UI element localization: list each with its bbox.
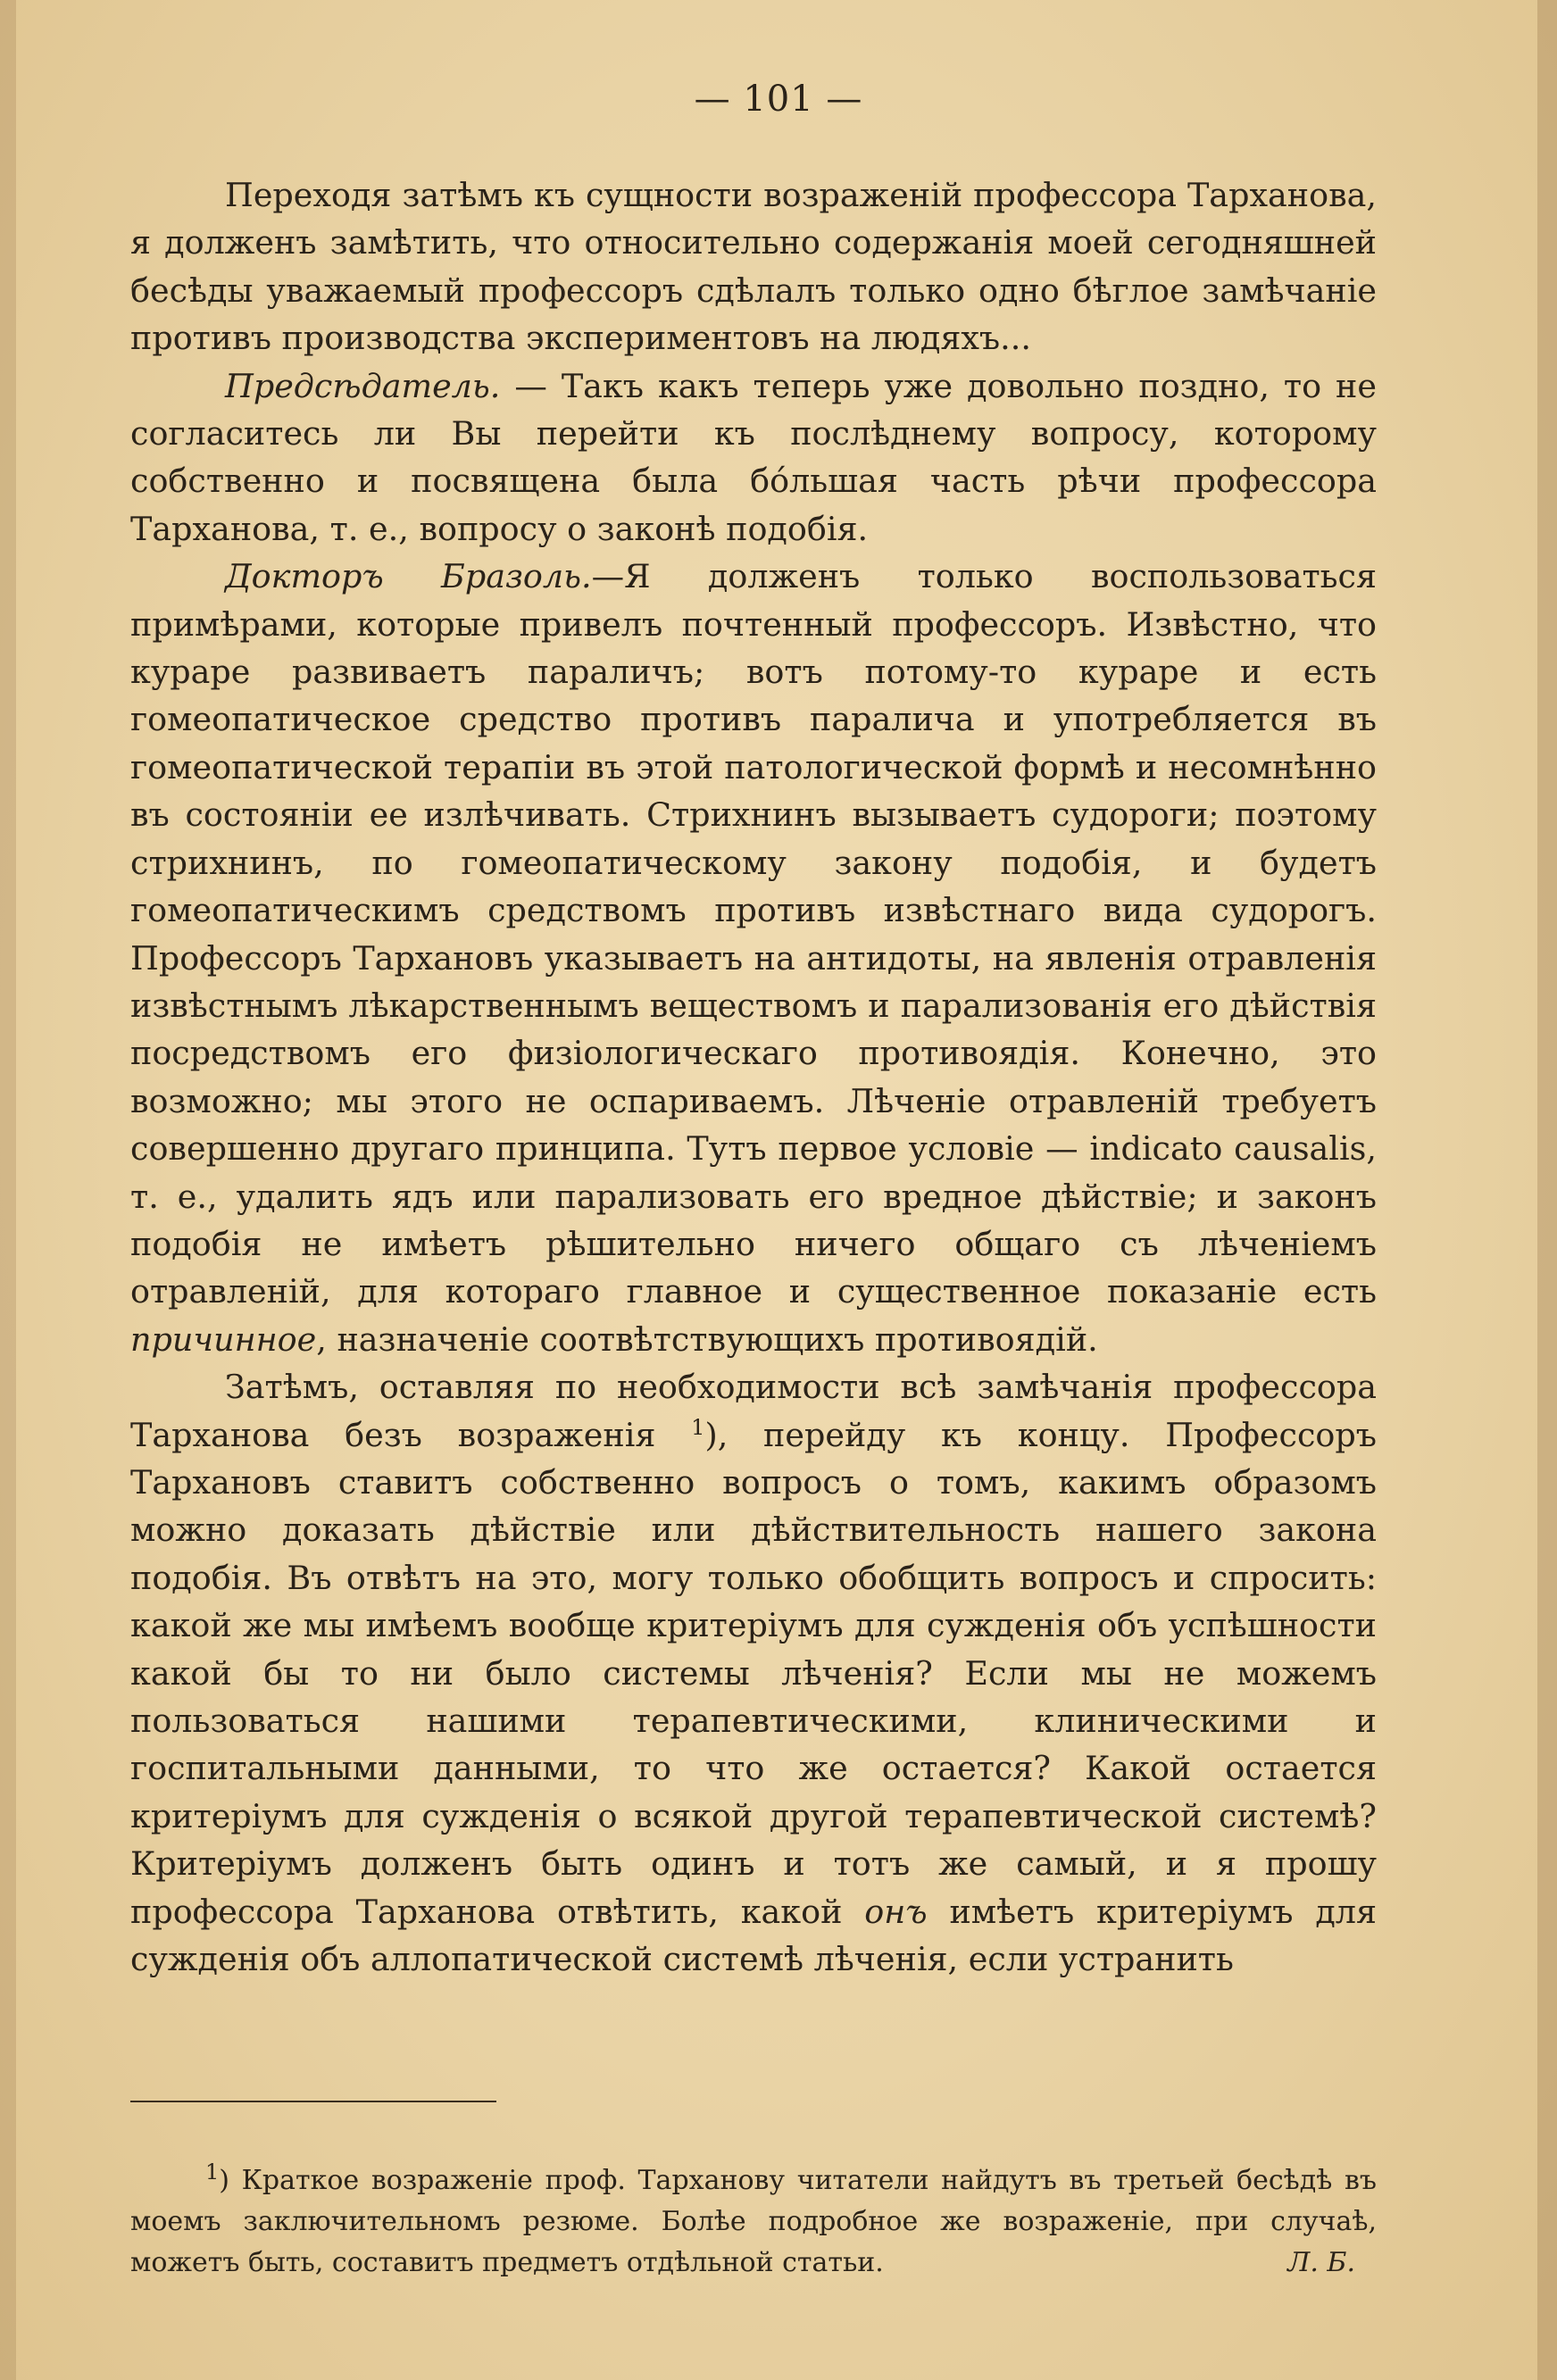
paragraph-1-text: Переходя затѣмъ къ сущности возраженій профессора Тарханова, я долженъ замѣтить, что относительно содержанія моей сегодняшней бесѣды уважаемый профессоръ сдѣлалъ только одно бѣглое замѣчаніе противъ производства экспериментовъ на людяхъ... (130, 176, 1377, 358)
footnote-mark: 1 (205, 2159, 220, 2184)
page-number: — 101 — (694, 79, 863, 120)
paragraph-4 (130, 1363, 1377, 1983)
footnote-divider (130, 2101, 496, 2102)
footnote (130, 2160, 1377, 2284)
paragraph-3-text-a: —Я долженъ только воспользоваться примѣрами, которые привелъ почтенный профессоръ. Извѣстно, что кураре развиваетъ параличъ; вотъ потому-то кураре и есть гомеопатическое средство противъ паралича и употребляется въ гомеопатической терапіи въ этой патологической формѣ и несомнѣнно въ состояніи ее излѣчивать. Стрихнинъ вызываетъ судороги; поэтому стрихнинъ, по гомеопатическому закону подобія, и будетъ гомеопатическимъ средствомъ противъ извѣстнаго вида судорогъ. Профессоръ Тархановъ указываетъ на антидоты, на явленія отравленія извѣстнымъ лѣкарственнымъ веществомъ и парализованія его дѣйствія посредствомъ его физіологическаго противоядія. Конечно, это возможно; мы этого не оспариваемъ. Лѣченіе отравленій требуетъ совершенно другаго принципа. Тутъ первое условіе — indicato causalis, т. е., удалить ядъ или парализовать его вредное дѣйствіе; и законъ подобія не имѣетъ рѣшительно ничего общаго съ лѣченіемъ отравленій, для котораго главное и существенное показаніе есть (130, 557, 1378, 1311)
paragraph-4-text-c: имѣетъ критеріумъ для сужденія объ аллопатической системѣ лѣченія, если устранить (130, 1892, 1378, 1979)
footnote-paragraph (130, 2160, 1377, 2284)
paragraph-3 (130, 553, 1377, 1363)
speaker-dr-brazol: Докторъ Бразоль. (225, 557, 592, 596)
paragraph-2 (130, 362, 1377, 553)
paragraph-4-text-b: ), перейду къ концу. Профессоръ Тархановъ ставитъ собственно вопросъ о томъ, какимъ образомъ можно доказать дѣйствіе или дѣйствительность нашего закона подобія. Въ отвѣтъ на это, могу только обобщить вопросъ и спросить: какой же мы имѣемъ вообще критеріумъ для сужденія объ успѣшности какой бы то ни было системы лѣченія? Если мы не можемъ пользоваться нашими терапевтическими, клиническими и госпитальными данными, то что же остается? Какой остается критеріумъ для сужденія о всякой другой терапевтической системѣ? Критеріумъ долженъ быть одинъ и тотъ же самый, и я прошу профессора Тарханова отвѣтить, какой (130, 1415, 1377, 1931)
main-text (130, 171, 1377, 1983)
paragraph-2-text: — Такъ какъ теперь уже довольно поздно, то не согласитесь ли Вы перейти къ послѣднему вопросу, которому собственно и посвящена была бо́льшая часть рѣчи профессора Тарханова, т. е., вопросу о законѣ подобія. (130, 366, 1377, 548)
speaker-chairman: Предсѣдатель. (225, 366, 501, 405)
paragraph-4-text-a: Затѣмъ, оставляя по необходимости всѣ замѣчанія профессора Тарханова безъ возраженія (130, 1368, 1377, 1454)
paragraph-3-text-b: , назначеніе соотвѣтствующихъ противоядій. (316, 1319, 1098, 1359)
footnote-signature: Л. Б. (1287, 2247, 1355, 2278)
footnote-text: ) Краткое возраженіе проф. Тарханову читатели найдутъ въ третьей бесѣдѣ въ моемъ заключительномъ резюме. Болѣе подробное же возраженіе, при случаѣ, можетъ быть, составитъ предметъ отдѣльной статьи. (130, 2165, 1377, 2278)
emphasis-he: онъ (864, 1892, 928, 1931)
footnote-reference[interactable]: 1 (691, 1414, 705, 1440)
paragraph-1 (130, 171, 1377, 362)
emphasis-causal: причинное (130, 1319, 317, 1359)
